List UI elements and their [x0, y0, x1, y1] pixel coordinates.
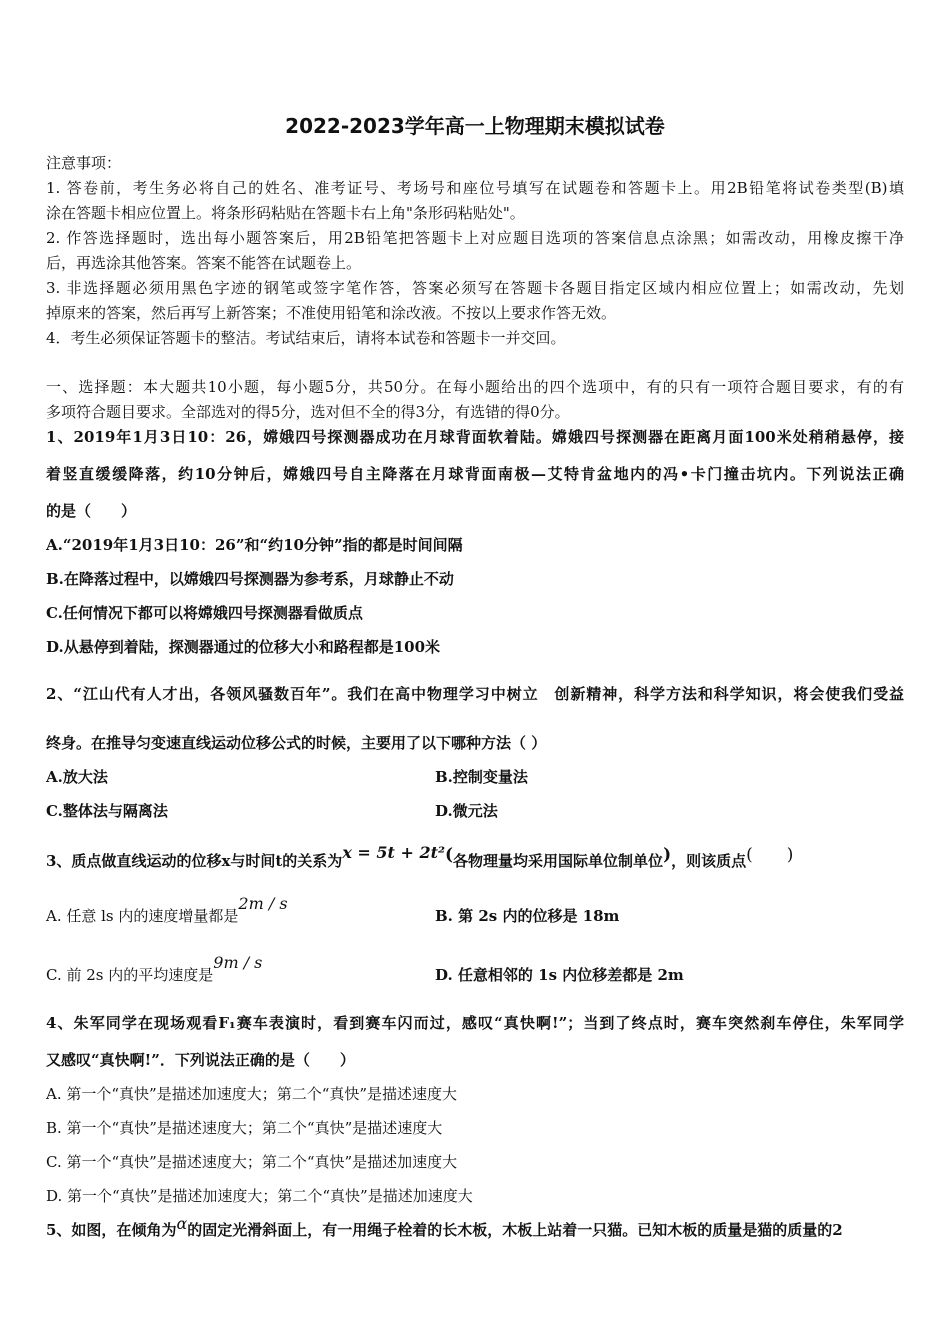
page-title: 2022-2023学年高一上物理期末模拟试卷	[285, 114, 665, 138]
q5-stem-text: 的固定光滑斜面上，有一用绳子栓着的长木板，木板上站着一只猫。已知木板的质量是猫的质量的2	[187, 1221, 843, 1239]
q3-option-c-text: C. 前 2s 内的平均速度是	[46, 966, 214, 984]
q2-option-d: D.微元法	[435, 802, 498, 820]
q2-stem: 终身。在推导匀变速直线运动位移公式的时候，主要用了以下哪种方法（ ）	[46, 734, 547, 752]
q3-option-a	[46, 894, 288, 926]
q3-option-c-math: 9m / s	[213, 953, 263, 972]
notice-line: 后，再选涂其他答案。答案不能答在试题卷上。	[46, 254, 362, 272]
q3-stem-text: ，则该质点	[671, 852, 747, 870]
q4-option-b: B. 第一个“真快”是描述速度大；第二个“真快”是描述速度大	[46, 1119, 443, 1137]
q3-paren-open: (	[445, 845, 454, 865]
q4-option-c: C. 第一个“真快”是描述速度大；第二个“真快”是描述加速度大	[46, 1153, 458, 1171]
q3-paren-close: )	[663, 845, 672, 865]
notice-line: 2. 作答选择题时，选出每小题答案后，用2B铅笔把答题卡上对应题目选项的答案信息点涂黑；如需改动，用橡皮擦干净	[46, 229, 904, 247]
q2-option-c: C.整体法与隔离法	[46, 802, 168, 820]
q3-stem-text: 各物理量均采用国际单位制单位	[453, 852, 664, 870]
notice-line: 掉原来的答案，然后再写上新答案；不准使用铅笔和涂改液。不按以上要求作答无效。	[46, 304, 617, 322]
q5-stem-text: 5、如图，在倾角为	[46, 1221, 177, 1239]
q4-option-a: A. 第一个“真快”是描述加速度大；第二个“真快”是描述速度大	[46, 1085, 458, 1103]
q2-option-b: B.控制变量法	[435, 768, 528, 786]
q3-option-c	[46, 953, 263, 985]
q3-answer-blank: ( )	[746, 845, 794, 865]
q1-option-d: D.从悬停到着陆，探测器通过的位移大小和路程都是100米	[46, 638, 441, 656]
q3-option-b: B. 第 2s 内的位移是 18m	[435, 907, 620, 925]
q3-option-d: D. 任意相邻的 1s 内位移差都是 2m	[435, 966, 684, 984]
notice-line: 3. 非选择题必须用黑色字迹的钢笔或签字笔作答，答案必须写在答题卡各题目指定区域内相应位置上；如需改动，先划	[46, 279, 904, 297]
q1-option-b: B.在降落过程中，以嫦娥四号探测器为参考系，月球静止不动	[46, 570, 454, 588]
q4-option-d: D. 第一个“真快”是描述加速度大；第二个“真快”是描述加速度大	[46, 1187, 473, 1205]
notice-heading: 注意事项：	[46, 154, 122, 172]
q1-option-c: C.任何情况下都可以将嫦娥四号探测器看做质点	[46, 604, 363, 622]
q5-alpha: α	[176, 1214, 188, 1233]
q1-stem: 的是（ ）	[46, 502, 137, 520]
q2-option-a: A.放大法	[46, 768, 108, 786]
q3-formula: x = 5t + 2t²	[342, 843, 445, 862]
q4-stem: 4、朱军同学在现场观看F₁赛车表演时，看到赛车闪而过，感叹“真快啊!”；当到了终点时，赛车突然刹车停住，朱军同学	[46, 1014, 904, 1032]
notice-line: 4．考生必须保证答题卡的整洁。考试结束后，请将本试卷和答题卡一并交回。	[46, 329, 566, 347]
notice-line: 1. 答卷前，考生务必将自己的姓名、准考证号、考场号和座位号填写在试题卷和答题卡上。用2B铅笔将试卷类型(B)填	[46, 179, 904, 197]
q5-stem	[46, 1214, 843, 1240]
q1-stem: 着竖直缓缓降落，约10分钟后，嫦娥四号自主降落在月球背面南极—艾特肯盆地内的冯•卡门撞击坑内。下列说法正确	[46, 465, 904, 483]
q2-stem: 2、“江山代有人才出，各领风骚数百年”。我们在高中物理学习中树立 创新精神，科学方法和科学知识，将会使我们受益	[46, 685, 904, 703]
q1-option-a: A.“2019年1月3日10：26”和“约10分钟”指的都是时间间隔	[46, 536, 463, 554]
q1-stem: 1、2019年1月3日10：26，嫦娥四号探测器成功在月球背面软着陆。嫦娥四号探测器在距离月面100米处稍稍悬停，接	[46, 428, 904, 446]
q3-stem-text: 3、质点做直线运动的位移x与时间t的关系为	[46, 852, 343, 870]
q3-stem	[46, 843, 794, 871]
q3-option-a-math: 2m / s	[238, 894, 288, 913]
notice-line: 涂在答题卡相应位置上。将条形码粘贴在答题卡右上角"条形码粘贴处"。	[46, 204, 525, 222]
q4-stem: 又感叹“真快啊!”．下列说法正确的是（ ）	[46, 1051, 355, 1069]
q3-option-a-text: A. 任意 ls 内的速度增量都是	[46, 907, 239, 925]
section-heading: 多项符合题目要求。全部选对的得5分，选对但不全的得3分，有选错的得0分。	[46, 403, 570, 421]
section-heading: 一、选择题：本大题共10小题，每小题5分，共50分。在每小题给出的四个选项中，有的只有一项符合题目要求，有的有	[46, 378, 904, 396]
